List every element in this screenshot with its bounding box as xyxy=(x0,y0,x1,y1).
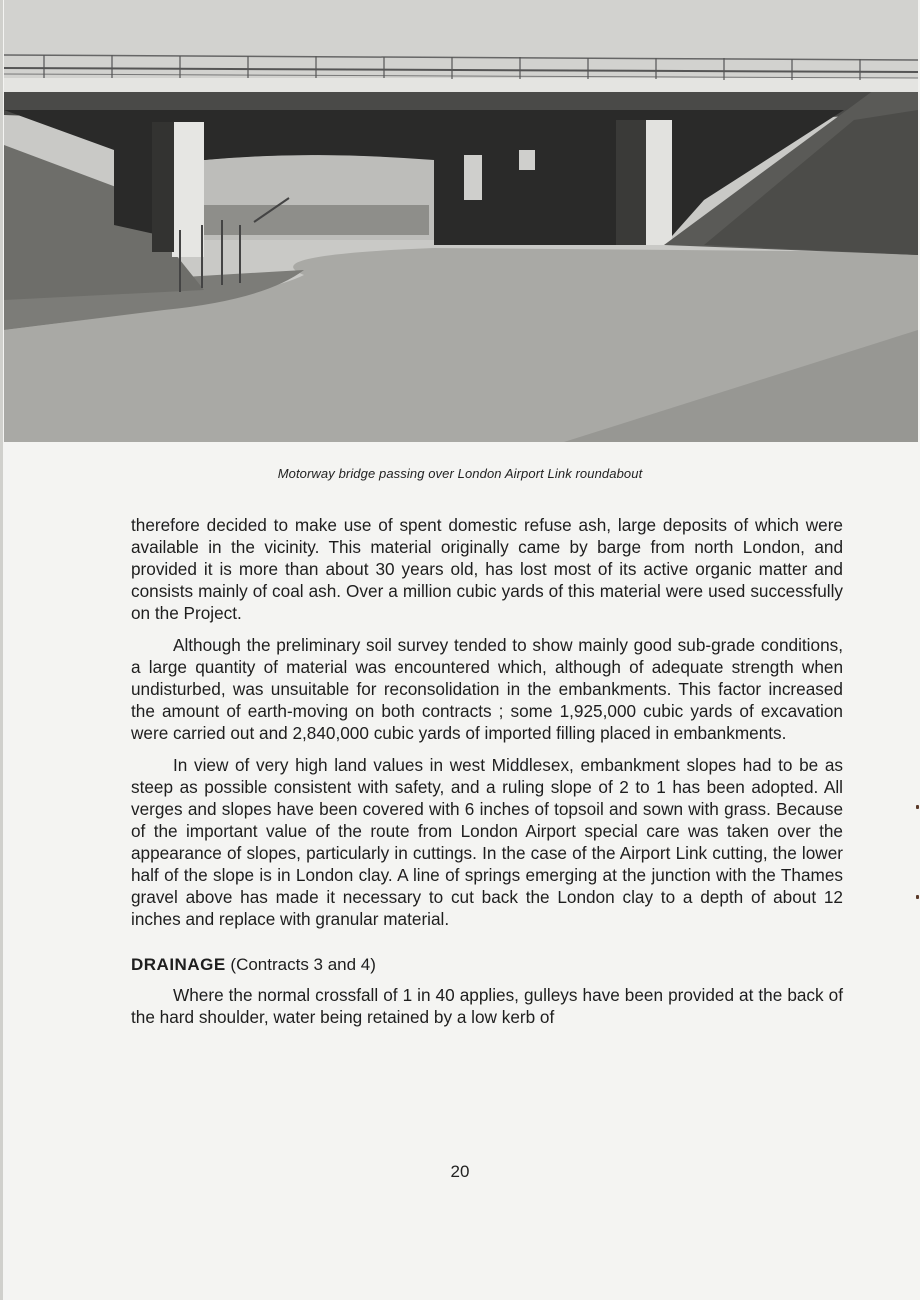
photo-caption: Motorway bridge passing over London Airport Link roundabout xyxy=(277,466,643,481)
page-edge xyxy=(0,0,3,1300)
binding-mark xyxy=(916,805,919,809)
paragraph-refuse-ash: therefore decided to make use of spent domestic refuse ash, large deposits of which were available in the vicinity. This material originally came by barge from north London, and provided it is more than about 30 years old, has lost most of its active organic matter and consists mainly of coal ash. Over a million cubic yards of this material were used successfully on the Project. xyxy=(131,515,843,623)
bridge-photo-illustration xyxy=(4,0,918,442)
bridge-photograph xyxy=(4,0,918,442)
page-number: 20 xyxy=(450,1162,470,1181)
section-subtitle: (Contracts 3 and 4) xyxy=(230,955,376,974)
paragraph-soil-survey: Although the preliminary soil survey tended to show mainly good sub-grade conditions, a large quantity of material was encountered which, although of adequate strength when undisturbed, was unsuitable for reconsolidation in the embankments. This factor increased the amount of earth-moving on both contracts ; some 1,925,000 cubic yards of excavation were carried out and 2,840,000 cubic yards of imported filling placed in embankments. xyxy=(131,635,843,743)
paragraph-embankment-slopes: In view of very high land values in west Middlesex, embankment slopes had to be as steep as possible consistent with safety, and a ruling slope of 2 to 1 has been adopted. All verges and slopes have been covered with 6 inches of topsoil and sown with grass. Because of the important value of the route from London Airport special care was taken over the appearance of slopes, particularly in cuttings. In the case of the Airport Link cutting, the lower half of the slope is in London clay. A line of springs emerging at the junction with the Thames gravel above has made it necessary to cut back the London clay to a depth of about 12 inches and replace with granular material. xyxy=(131,755,843,929)
section-heading-drainage xyxy=(131,954,843,976)
section-title: DRAINAGE xyxy=(131,955,226,974)
paragraph-drainage: Where the normal crossfall of 1 in 40 applies, gulleys have been provided at the back of the hard shoulder, water being retained by a low kerb of xyxy=(131,985,843,1027)
binding-mark xyxy=(916,895,919,899)
body-text xyxy=(131,514,843,1038)
